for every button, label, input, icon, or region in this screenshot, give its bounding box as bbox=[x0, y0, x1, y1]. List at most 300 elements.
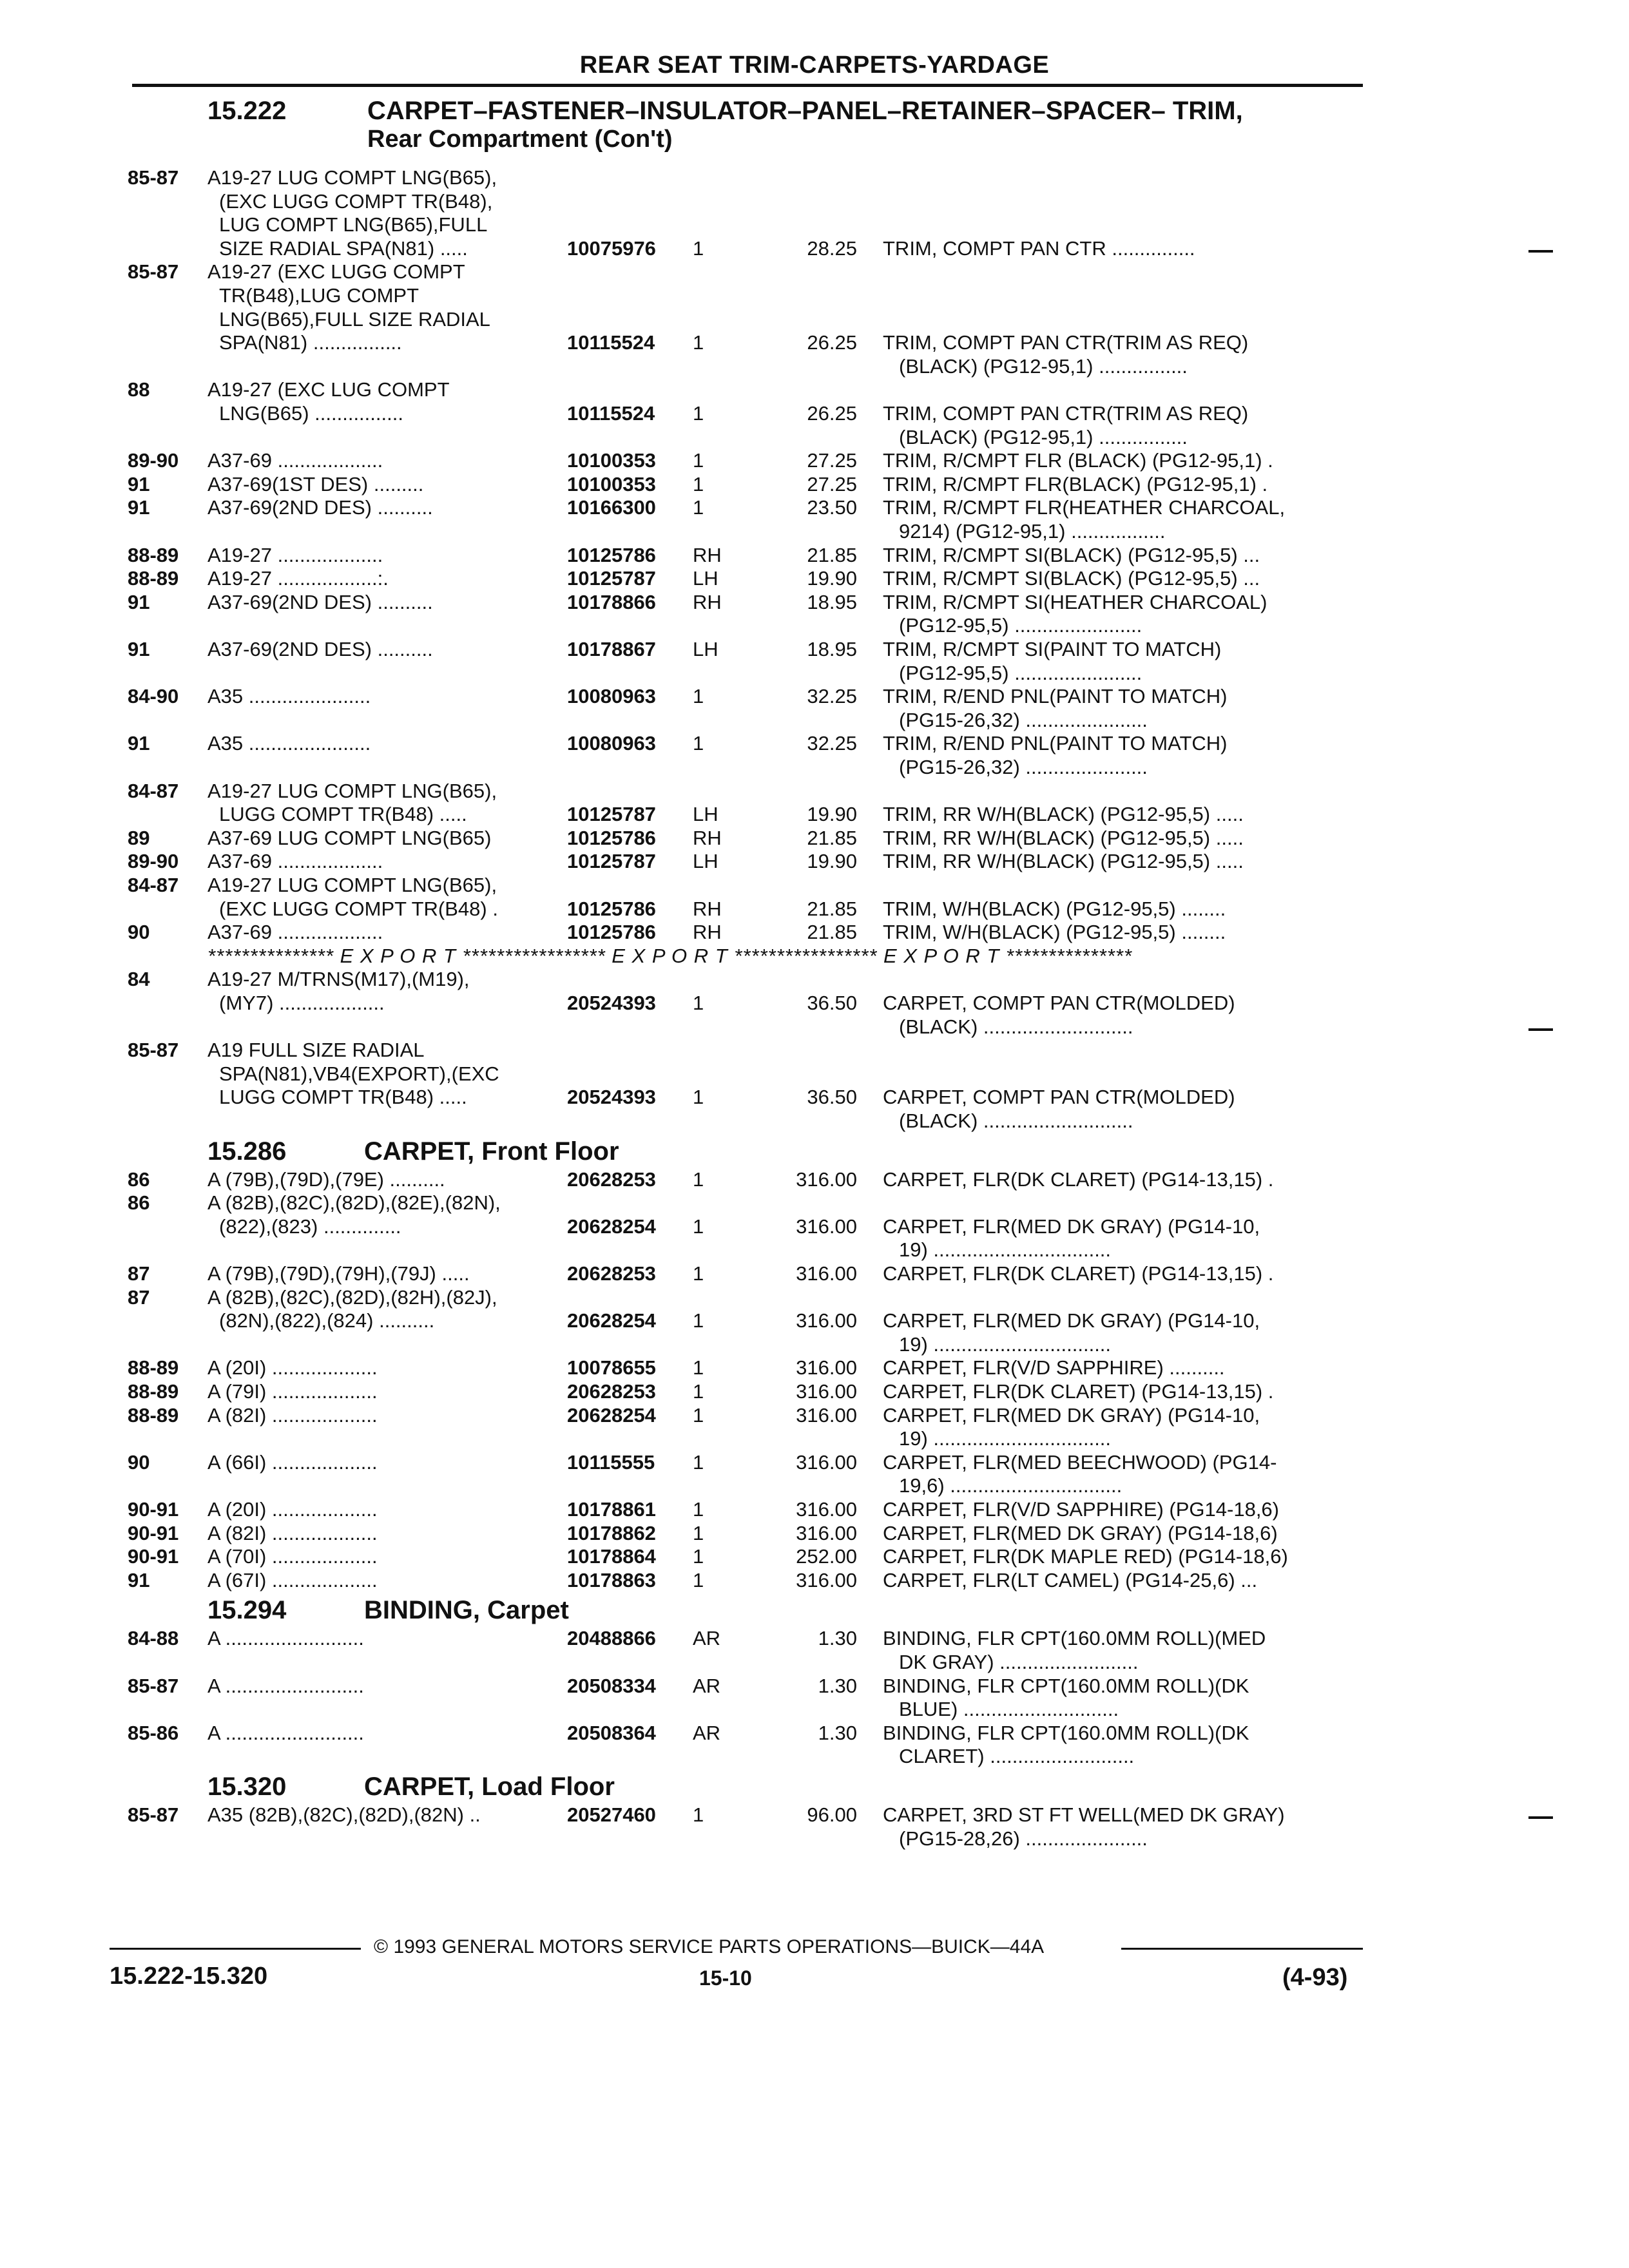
application: A (20I) ................... bbox=[207, 1498, 378, 1521]
table-row bbox=[0, 237, 1629, 263]
part-number: 20628253 bbox=[567, 1168, 656, 1191]
footer-copyright: © 1993 GENERAL MOTORS SERVICE PARTS OPERATIONS—BUICK—44A bbox=[374, 1936, 1045, 1957]
model-years: 89-90 bbox=[128, 850, 179, 873]
quantity: 1 bbox=[693, 1403, 704, 1427]
application: A ......................... bbox=[207, 1721, 364, 1744]
price: 32.25 bbox=[807, 685, 857, 708]
footer-rule-left bbox=[110, 1948, 361, 1950]
description: 19) ................................ bbox=[899, 1332, 1112, 1356]
description: TRIM, R/END PNL(PAINT TO MATCH) bbox=[883, 732, 1228, 755]
description: (BLACK) (PG12-95,1) ................ bbox=[899, 354, 1188, 378]
table-row bbox=[0, 921, 1629, 947]
application: A19-27 LUG COMPT LNG(B65), bbox=[207, 779, 497, 802]
table-row bbox=[0, 1451, 1629, 1477]
part-number: 10166300 bbox=[567, 496, 656, 519]
model-years: 85-87 bbox=[128, 260, 179, 284]
description: CARPET, FLR(DK CLARET) (PG14-13,15) . bbox=[883, 1262, 1274, 1285]
description: (PG12-95,5) ....................... bbox=[899, 661, 1142, 684]
description: TRIM, R/CMPT SI(BLACK) (PG12-95,5) ... bbox=[883, 567, 1260, 590]
description: DK GRAY) ......................... bbox=[899, 1651, 1139, 1673]
price: 316.00 bbox=[796, 1380, 857, 1403]
description: CLARET) .......................... bbox=[899, 1745, 1135, 1768]
model-years: 88-89 bbox=[128, 1403, 179, 1427]
model-years: 91 bbox=[128, 732, 150, 755]
application: A37-69(2ND DES) .......... bbox=[207, 638, 433, 660]
part-number: 10115555 bbox=[567, 1450, 655, 1474]
part-number: 10115524 bbox=[567, 331, 655, 354]
model-years: 89-90 bbox=[128, 449, 179, 472]
application: A37-69 ................... bbox=[207, 449, 383, 472]
table-row bbox=[0, 1427, 1629, 1453]
table-row bbox=[0, 992, 1629, 1017]
footer-section-range: 15.222-15.320 bbox=[110, 1963, 268, 1990]
description: (PG15-26,32) ...................... bbox=[899, 756, 1148, 778]
table-row bbox=[0, 1827, 1629, 1853]
part-number: 10078655 bbox=[567, 1356, 656, 1379]
application: A37-69(2ND DES) .......... bbox=[207, 590, 433, 613]
price: 316.00 bbox=[796, 1568, 857, 1591]
quantity: LH bbox=[693, 850, 718, 873]
application: SIZE RADIAL SPA(N81) ..... bbox=[219, 236, 468, 260]
model-years: 91 bbox=[128, 472, 150, 495]
description: CARPET, FLR(MED BEECHWOOD) (PG14- bbox=[883, 1450, 1277, 1474]
table-row bbox=[0, 402, 1629, 428]
application: A (67I) ................... bbox=[207, 1568, 378, 1591]
description: (PG15-28,26) ...................... bbox=[899, 1827, 1148, 1850]
price: 21.85 bbox=[807, 897, 857, 920]
part-number: 10125787 bbox=[567, 803, 656, 826]
table-row bbox=[0, 1675, 1629, 1700]
price: 1.30 bbox=[818, 1627, 857, 1650]
description: BINDING, FLR CPT(160.0MM ROLL)(DK bbox=[883, 1674, 1249, 1697]
part-number: 10125786 bbox=[567, 543, 656, 566]
description: CARPET, 3RD ST FT WELL(MED DK GRAY) bbox=[883, 1803, 1285, 1826]
model-years: 84-88 bbox=[128, 1627, 179, 1650]
quantity: 1 bbox=[693, 402, 704, 425]
application: TR(B48),LUG COMPT bbox=[219, 284, 419, 307]
model-years: 88-89 bbox=[128, 1380, 179, 1403]
description: CARPET, FLR(DK CLARET) (PG14-13,15) . bbox=[883, 1168, 1274, 1191]
table-row bbox=[0, 1309, 1629, 1335]
section-title: CARPET, Load Floor bbox=[364, 1773, 615, 1801]
table-row bbox=[0, 1333, 1629, 1359]
table-row bbox=[0, 1522, 1629, 1548]
part-number: 20508334 bbox=[567, 1674, 656, 1697]
section-heading bbox=[0, 1596, 1629, 1626]
section-title: CARPET–FASTENER–INSULATOR–PANEL–RETAINER–SPACER– TRIM, bbox=[367, 97, 1243, 125]
price: 26.25 bbox=[807, 331, 857, 354]
application: A19-27 ................... bbox=[207, 543, 383, 566]
application: (EXC LUGG COMPT TR(B48), bbox=[219, 189, 493, 213]
part-number: 10125786 bbox=[567, 826, 656, 849]
description: TRIM, RR W/H(BLACK) (PG12-95,5) ..... bbox=[883, 803, 1244, 826]
quantity: RH bbox=[693, 897, 722, 920]
application: SPA(N81) ................ bbox=[219, 331, 402, 354]
application: A35 ...................... bbox=[207, 685, 371, 708]
model-years: 87 bbox=[128, 1285, 150, 1309]
part-number: 10178861 bbox=[567, 1498, 656, 1521]
quantity: 1 bbox=[693, 732, 704, 755]
footer-revision-date: (4-93) bbox=[1282, 1964, 1348, 1991]
application: A37-69 ................... bbox=[207, 921, 383, 944]
quantity: 1 bbox=[693, 1498, 704, 1521]
description: (BLACK) (PG12-95,1) ................ bbox=[899, 425, 1188, 448]
price: 252.00 bbox=[796, 1545, 857, 1568]
price: 316.00 bbox=[796, 1403, 857, 1427]
table-row bbox=[0, 1569, 1629, 1595]
part-number: 20488866 bbox=[567, 1627, 656, 1650]
application: A ......................... bbox=[207, 1627, 364, 1650]
quantity: RH bbox=[693, 590, 722, 613]
price: 18.95 bbox=[807, 590, 857, 613]
quantity: 1 bbox=[693, 1215, 704, 1238]
price: 316.00 bbox=[796, 1450, 857, 1474]
table-row bbox=[0, 1286, 1629, 1312]
quantity: LH bbox=[693, 567, 718, 590]
description: CARPET, COMPT PAN CTR(MOLDED) bbox=[883, 1086, 1235, 1109]
quantity: LH bbox=[693, 638, 718, 660]
application: A35 ...................... bbox=[207, 732, 371, 755]
description: TRIM, W/H(BLACK) (PG12-95,5) ........ bbox=[883, 897, 1226, 920]
model-years: 87 bbox=[128, 1262, 150, 1285]
model-years: 91 bbox=[128, 638, 150, 660]
section-number: 15.320 bbox=[207, 1773, 287, 1801]
table-row bbox=[0, 803, 1629, 829]
quantity: 1 bbox=[693, 1450, 704, 1474]
description: TRIM, R/CMPT SI(HEATHER CHARCOAL) bbox=[883, 590, 1268, 613]
model-years: 91 bbox=[128, 590, 150, 613]
application: LNG(B65) ................ bbox=[219, 402, 403, 425]
quantity: 1 bbox=[693, 685, 704, 708]
description: 19) ................................ bbox=[899, 1238, 1112, 1262]
description: TRIM, RR W/H(BLACK) (PG12-95,5) ..... bbox=[883, 826, 1244, 849]
description: 19) ................................ bbox=[899, 1427, 1112, 1450]
part-number: 20524393 bbox=[567, 1086, 656, 1109]
description: CARPET, FLR(MED DK GRAY) (PG14-18,6) bbox=[883, 1521, 1278, 1544]
table-row bbox=[0, 1215, 1629, 1241]
part-number: 10100353 bbox=[567, 472, 656, 495]
price: 32.25 bbox=[807, 732, 857, 755]
part-number: 20628253 bbox=[567, 1380, 656, 1403]
part-number: 10125787 bbox=[567, 567, 656, 590]
table-row bbox=[0, 355, 1629, 381]
price: 316.00 bbox=[796, 1168, 857, 1191]
section-title: CARPET, Front Floor bbox=[364, 1137, 619, 1166]
application: LNG(B65),FULL SIZE RADIAL bbox=[219, 307, 490, 331]
model-years: 84 bbox=[128, 968, 150, 991]
part-number: 20524393 bbox=[567, 992, 656, 1014]
table-row bbox=[0, 378, 1629, 404]
application: A19-27 ..................:. bbox=[207, 567, 389, 590]
application: (EXC LUGG COMPT TR(B48) . bbox=[219, 897, 498, 920]
table-row bbox=[0, 449, 1629, 475]
change-mark bbox=[1528, 1816, 1553, 1819]
model-years: 85-86 bbox=[128, 1721, 179, 1744]
quantity: 1 bbox=[693, 472, 704, 495]
table-row bbox=[0, 1722, 1629, 1747]
application: A (79B),(79D),(79H),(79J) ..... bbox=[207, 1262, 470, 1285]
price: 316.00 bbox=[796, 1521, 857, 1544]
price: 19.90 bbox=[807, 850, 857, 873]
quantity: 1 bbox=[693, 992, 704, 1014]
application: SPA(N81),VB4(EXPORT),(EXC bbox=[219, 1062, 499, 1085]
description: TRIM, W/H(BLACK) (PG12-95,5) ........ bbox=[883, 921, 1226, 944]
table-row bbox=[0, 662, 1629, 687]
description: 9214) (PG12-95,1) ................. bbox=[899, 520, 1166, 543]
application: A (82I) ................... bbox=[207, 1521, 378, 1544]
quantity: 1 bbox=[693, 449, 704, 472]
application: A (82B),(82C),(82D),(82E),(82N), bbox=[207, 1191, 501, 1215]
application: A19 FULL SIZE RADIAL bbox=[207, 1039, 425, 1062]
application: A (66I) ................... bbox=[207, 1450, 378, 1474]
quantity: 1 bbox=[693, 1168, 704, 1191]
quantity: 1 bbox=[693, 1309, 704, 1332]
table-row bbox=[0, 544, 1629, 570]
model-years: 88-89 bbox=[128, 543, 179, 566]
part-number: 10075976 bbox=[567, 236, 656, 260]
part-number: 10178864 bbox=[567, 1545, 656, 1568]
section-title: BINDING, Carpet bbox=[364, 1596, 569, 1625]
section-heading-15-222 bbox=[0, 97, 1629, 129]
price: 18.95 bbox=[807, 638, 857, 660]
application: A37-69(1ST DES) ......... bbox=[207, 472, 424, 495]
price: 316.00 bbox=[796, 1356, 857, 1379]
application: A37-69(2ND DES) .......... bbox=[207, 496, 433, 519]
description: CARPET, FLR(V/D SAPPHIRE) (PG14-18,6) bbox=[883, 1498, 1279, 1521]
description: BLUE) ............................ bbox=[899, 1698, 1119, 1721]
section-subtitle: Rear Compartment (Con't) bbox=[367, 126, 673, 153]
model-years: 85-87 bbox=[128, 1039, 179, 1062]
change-mark bbox=[1528, 250, 1553, 253]
price: 27.25 bbox=[807, 472, 857, 495]
price: 316.00 bbox=[796, 1498, 857, 1521]
section-number: 15.286 bbox=[207, 1137, 287, 1166]
table-row bbox=[0, 709, 1629, 735]
model-years: 88 bbox=[128, 378, 150, 401]
description: CARPET, FLR(V/D SAPPHIRE) .......... bbox=[883, 1356, 1225, 1379]
table-row bbox=[0, 1651, 1629, 1677]
table-row bbox=[0, 1110, 1629, 1135]
description: TRIM, R/CMPT SI(BLACK) (PG12-95,5) ... bbox=[883, 543, 1260, 566]
price: 26.25 bbox=[807, 402, 857, 425]
table-row bbox=[0, 1039, 1629, 1064]
part-number: 10115524 bbox=[567, 402, 655, 425]
footer-rule-right bbox=[1121, 1948, 1363, 1950]
footer-page-number: 15-10 bbox=[699, 1966, 752, 1990]
application: A (79B),(79D),(79E) .......... bbox=[207, 1168, 445, 1191]
table-row bbox=[0, 638, 1629, 664]
application: A19-27 LUG COMPT LNG(B65), bbox=[207, 166, 497, 189]
part-number: 10080963 bbox=[567, 685, 656, 708]
table-row bbox=[0, 1545, 1629, 1571]
table-row bbox=[0, 1015, 1629, 1041]
model-years: 86 bbox=[128, 1191, 150, 1215]
table-row bbox=[0, 308, 1629, 334]
quantity: LH bbox=[693, 803, 718, 826]
part-number: 20527460 bbox=[567, 1803, 656, 1826]
table-row bbox=[0, 898, 1629, 923]
price: 27.25 bbox=[807, 449, 857, 472]
section-subheading bbox=[0, 126, 1629, 155]
description: CARPET, FLR(LT CAMEL) (PG14-25,6) ... bbox=[883, 1568, 1258, 1591]
price: 21.85 bbox=[807, 921, 857, 944]
table-row bbox=[0, 1168, 1629, 1194]
model-years: 90-91 bbox=[128, 1498, 179, 1521]
description: (BLACK) ........................... bbox=[899, 1015, 1133, 1038]
quantity: 1 bbox=[693, 1086, 704, 1109]
table-row bbox=[0, 1356, 1629, 1382]
model-years: 84-90 bbox=[128, 685, 179, 708]
description: CARPET, FLR(DK CLARET) (PG14-13,15) . bbox=[883, 1380, 1274, 1403]
price: 23.50 bbox=[807, 496, 857, 519]
quantity: AR bbox=[693, 1627, 721, 1650]
price: 21.85 bbox=[807, 826, 857, 849]
table-row bbox=[0, 1380, 1629, 1406]
description: CARPET, FLR(MED DK GRAY) (PG14-10, bbox=[883, 1403, 1260, 1427]
table-row bbox=[0, 213, 1629, 239]
price: 1.30 bbox=[818, 1721, 857, 1744]
table-row bbox=[0, 1238, 1629, 1264]
application: A19-27 (EXC LUGG COMPT bbox=[207, 260, 465, 284]
part-number: 20628254 bbox=[567, 1215, 656, 1238]
application: (82N),(822),(824) .......... bbox=[219, 1309, 435, 1332]
description: TRIM, COMPT PAN CTR(TRIM AS REQ) bbox=[883, 402, 1249, 425]
table-row bbox=[0, 284, 1629, 310]
application: A (82I) ................... bbox=[207, 1403, 378, 1427]
price: 19.90 bbox=[807, 803, 857, 826]
part-number: 20628254 bbox=[567, 1403, 656, 1427]
section-number: 15.294 bbox=[207, 1596, 287, 1625]
quantity: 1 bbox=[693, 1545, 704, 1568]
model-years: 91 bbox=[128, 1568, 150, 1591]
quantity: RH bbox=[693, 826, 722, 849]
section-heading bbox=[0, 1773, 1629, 1802]
model-years: 85-87 bbox=[128, 166, 179, 189]
application: A37-69 ................... bbox=[207, 850, 383, 873]
table-row bbox=[0, 874, 1629, 899]
application: A ......................... bbox=[207, 1674, 364, 1697]
description: TRIM, R/CMPT FLR(HEATHER CHARCOAL, bbox=[883, 496, 1286, 519]
part-number: 10178862 bbox=[567, 1521, 656, 1544]
quantity: 1 bbox=[693, 1380, 704, 1403]
header-rule bbox=[132, 84, 1363, 87]
table-row bbox=[0, 780, 1629, 805]
price: 36.50 bbox=[807, 1086, 857, 1109]
part-number: 10178863 bbox=[567, 1568, 656, 1591]
application: A19-27 (EXC LUG COMPT bbox=[207, 378, 450, 401]
model-years: 91 bbox=[128, 496, 150, 519]
table-row bbox=[0, 260, 1629, 286]
model-years: 85-87 bbox=[128, 1674, 179, 1697]
table-row bbox=[0, 166, 1629, 192]
model-years: 86 bbox=[128, 1168, 150, 1191]
description: TRIM, COMPT PAN CTR ............... bbox=[883, 236, 1195, 260]
table-row bbox=[0, 1404, 1629, 1430]
application: A (70I) ................... bbox=[207, 1545, 378, 1568]
quantity: 1 bbox=[693, 1803, 704, 1826]
part-number: 20628253 bbox=[567, 1262, 656, 1285]
export-divider: *************** E X P O R T ***************** E X P O R T ***************** E X P O R T *************** bbox=[207, 944, 1132, 967]
model-years: 84-87 bbox=[128, 779, 179, 802]
table-row bbox=[0, 331, 1629, 357]
model-years: 89 bbox=[128, 826, 150, 849]
quantity: 1 bbox=[693, 496, 704, 519]
table-row bbox=[0, 1745, 1629, 1771]
price: 1.30 bbox=[818, 1674, 857, 1697]
description: 19,6) ............................... bbox=[899, 1474, 1123, 1497]
model-years: 88-89 bbox=[128, 1356, 179, 1379]
table-row bbox=[0, 1698, 1629, 1724]
application: LUGG COMPT TR(B48) ..... bbox=[219, 803, 467, 826]
description: (PG15-26,32) ...................... bbox=[899, 708, 1148, 731]
application: A (79I) ................... bbox=[207, 1380, 378, 1403]
model-years: 90 bbox=[128, 921, 150, 944]
table-row bbox=[0, 1086, 1629, 1111]
table-row bbox=[0, 567, 1629, 593]
application: (MY7) ................... bbox=[219, 992, 385, 1014]
description: TRIM, COMPT PAN CTR(TRIM AS REQ) bbox=[883, 331, 1249, 354]
description: TRIM, R/CMPT FLR (BLACK) (PG12-95,1) . bbox=[883, 449, 1273, 472]
part-number: 20508364 bbox=[567, 1721, 656, 1744]
table-row bbox=[0, 732, 1629, 758]
quantity: 1 bbox=[693, 1262, 704, 1285]
part-number: 10125787 bbox=[567, 850, 656, 873]
model-years: 90-91 bbox=[128, 1521, 179, 1544]
price: 316.00 bbox=[796, 1262, 857, 1285]
model-years: 90-91 bbox=[128, 1545, 179, 1568]
quantity: AR bbox=[693, 1674, 721, 1697]
application: A35 (82B),(82C),(82D),(82N) .. bbox=[207, 1803, 481, 1826]
table-row bbox=[0, 1803, 1629, 1829]
table-row bbox=[0, 1498, 1629, 1524]
change-mark bbox=[1528, 1028, 1553, 1031]
application: LUGG COMPT TR(B48) ..... bbox=[219, 1086, 467, 1109]
part-number: 20628254 bbox=[567, 1309, 656, 1332]
quantity: AR bbox=[693, 1721, 721, 1744]
table-row bbox=[0, 1474, 1629, 1500]
table-row bbox=[0, 426, 1629, 452]
quantity: RH bbox=[693, 921, 722, 944]
description: CARPET, FLR(MED DK GRAY) (PG14-10, bbox=[883, 1309, 1260, 1332]
table-row bbox=[0, 614, 1629, 640]
table-row bbox=[0, 473, 1629, 499]
part-number: 10125786 bbox=[567, 897, 656, 920]
price: 316.00 bbox=[796, 1215, 857, 1238]
quantity: RH bbox=[693, 543, 722, 566]
table-row bbox=[0, 685, 1629, 711]
application: A (82B),(82C),(82D),(82H),(82J), bbox=[207, 1285, 497, 1309]
price: 21.85 bbox=[807, 543, 857, 566]
part-number: 10178867 bbox=[567, 638, 656, 660]
description: TRIM, R/END PNL(PAINT TO MATCH) bbox=[883, 685, 1228, 708]
part-number: 10125786 bbox=[567, 921, 656, 944]
application: A (20I) ................... bbox=[207, 1356, 378, 1379]
table-row bbox=[0, 850, 1629, 876]
application: A19-27 LUG COMPT LNG(B65), bbox=[207, 874, 497, 896]
description: TRIM, RR W/H(BLACK) (PG12-95,5) ..... bbox=[883, 850, 1244, 873]
table-row bbox=[0, 190, 1629, 216]
table-row bbox=[0, 827, 1629, 852]
table-row bbox=[0, 756, 1629, 782]
table-row bbox=[0, 1627, 1629, 1653]
part-number: 10080963 bbox=[567, 732, 656, 755]
table-row bbox=[0, 1191, 1629, 1217]
table-row bbox=[0, 520, 1629, 546]
price: 36.50 bbox=[807, 992, 857, 1014]
quantity: 1 bbox=[693, 1521, 704, 1544]
description: CARPET, FLR(DK MAPLE RED) (PG14-18,6) bbox=[883, 1545, 1288, 1568]
section-heading bbox=[0, 1137, 1629, 1167]
